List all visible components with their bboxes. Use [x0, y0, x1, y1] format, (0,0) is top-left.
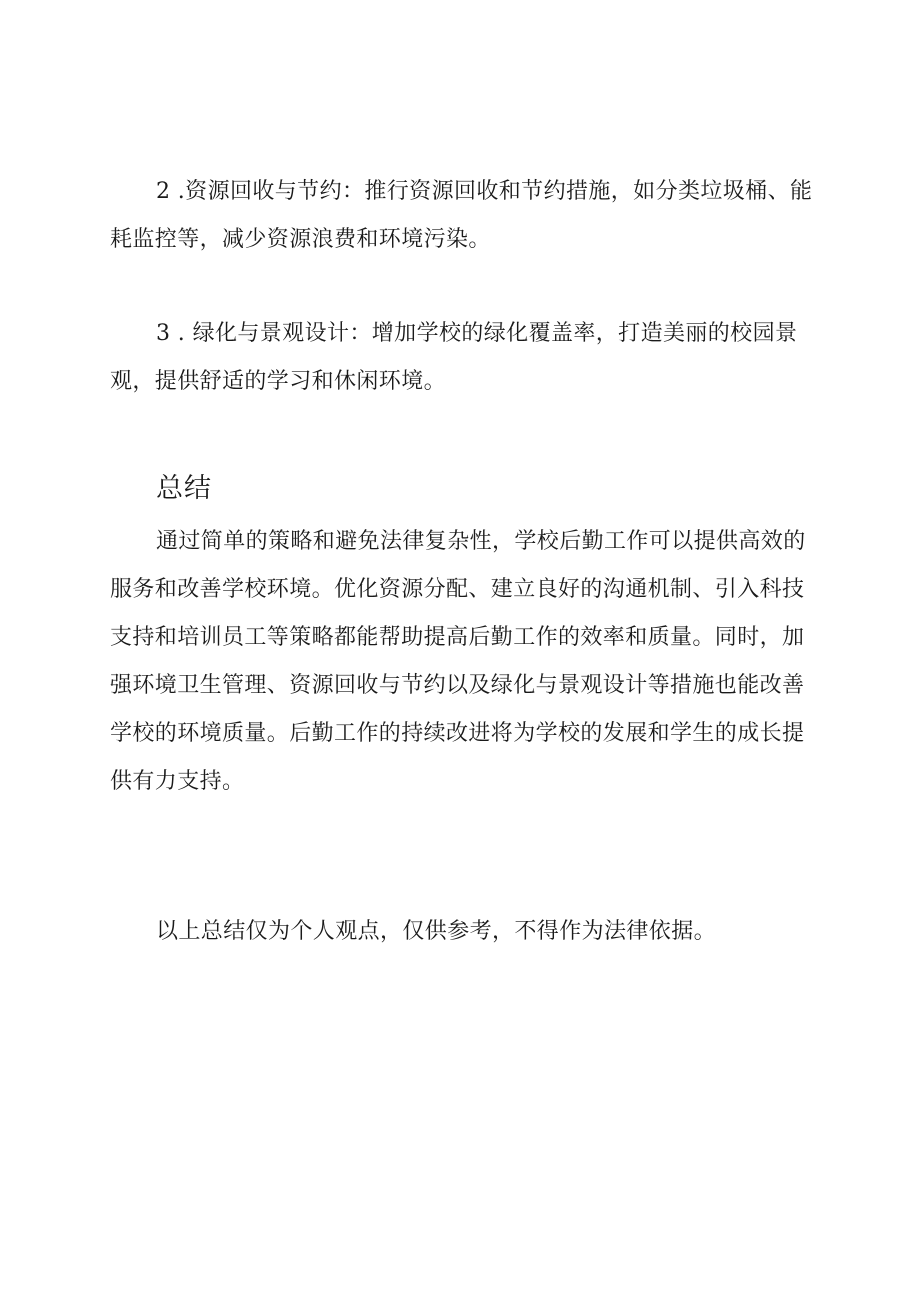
- disclaimer-paragraph: 以上总结仅为个人观点，仅供参考，不得作为法律依据。: [156, 919, 717, 944]
- list-item-greening-landscape: 3 . 绿化与景观设计：增加学校的绿化覆盖率，打造美丽的校园景观，提供舒适的学习和休闲环境。: [110, 321, 798, 394]
- summary-paragraph: 通过简单的策略和避免法律复杂性，学校后勤工作可以提供高效的服务和改善学校环境。优化资源分配、建立良好的沟通机制、引入科技支持和培训员工等策略都能帮助提高后勤工作的效率和质量。同时，加强环境卫生管理、资源回收与节约以及绿化与景观设计等措施也能改善学校的环境质量。后勤工作的持续改进将为学校的发展和学生的成长提供有力支持。: [110, 529, 806, 794]
- list-item-resource-recycling: 2 .资源回收与节约：推行资源回收和节约措施，如分类垃圾桶、能耗监控等，减少资源浪费和环境污染。: [110, 179, 813, 252]
- summary-heading: 总结: [156, 473, 212, 504]
